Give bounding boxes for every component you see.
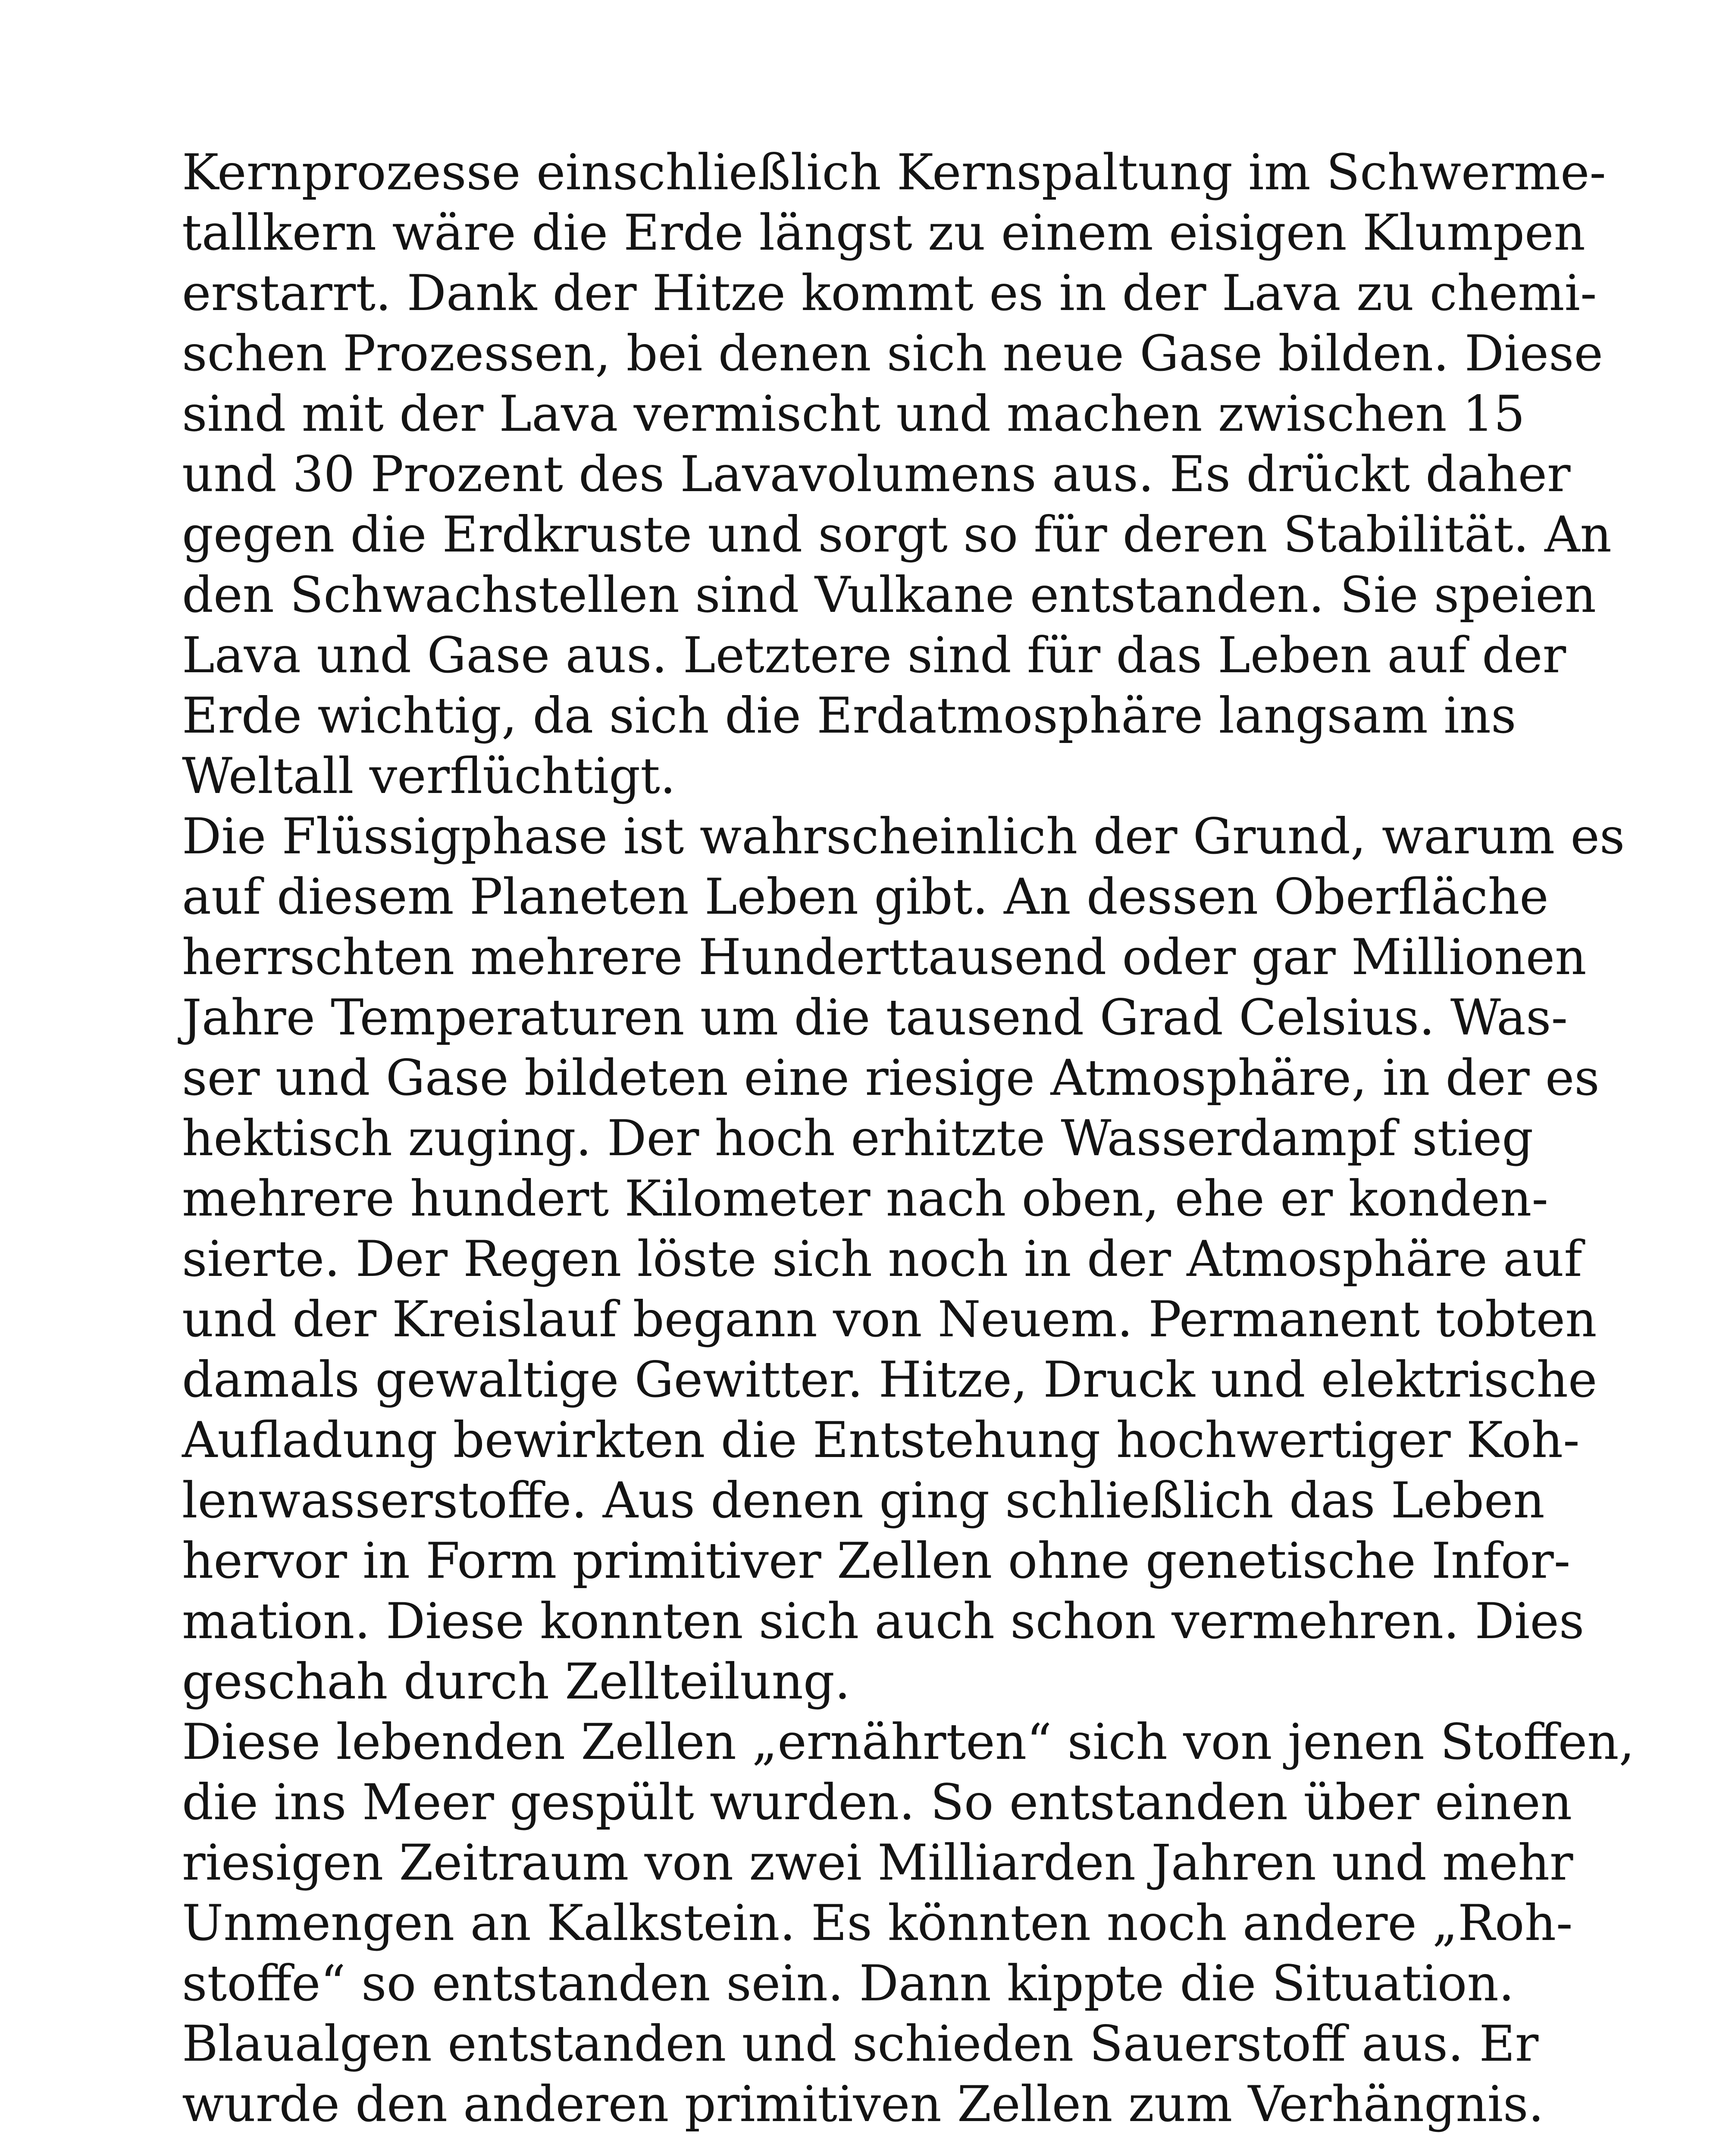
- text-line: Aufladung bewirkten die Entstehung hochwertiger Koh-: [182, 1411, 1580, 1469]
- text-line: sierte. Der Regen löste sich noch in der Atmosphäre auf: [182, 1230, 1582, 1288]
- text-line: lenwasserstoffe. Aus denen ging schließlich das Leben: [182, 1472, 1545, 1529]
- text-line: Weltall verflüchtigt.: [182, 747, 676, 805]
- body-text: [182, 142, 1635, 2134]
- text-line: Kernprozesse einschließlich Kernspaltung im Schwerme-: [182, 144, 1606, 201]
- paragraph-3: [182, 1712, 1635, 2134]
- text-line: schen Prozessen, bei denen sich neue Gase bilden. Diese: [182, 325, 1603, 382]
- text-line: riesigen Zeitraum von zwei Milliarden Jahren und mehr: [182, 1834, 1573, 1891]
- text-line: geschah durch Zellteilung.: [182, 1653, 851, 1710]
- text-line: wurde den anderen primitiven Zellen zum Verhängnis.: [182, 2075, 1544, 2133]
- text-line: den Schwachstellen sind Vulkane entstanden. Sie speien: [182, 566, 1597, 624]
- text-line: tallkern wäre die Erde längst zu einem eisigen Klumpen: [182, 204, 1585, 261]
- text-line: mation. Diese konnten sich auch schon vermehren. Dies: [182, 1592, 1585, 1650]
- text-line: gegen die Erdkruste und sorgt so für deren Stabilität. An: [182, 506, 1612, 563]
- text-line: ser und Gase bildeten eine riesige Atmosphäre, in der es: [182, 1049, 1600, 1106]
- text-line: Erde wichtig, da sich die Erdatmosphäre langsam ins: [182, 687, 1516, 744]
- paragraph-2: [182, 806, 1625, 1712]
- text-line: die ins Meer gespült wurden. So entstanden über einen: [182, 1774, 1572, 1831]
- paragraph-1: [182, 142, 1612, 806]
- text-line: Die Flüssigphase ist wahrscheinlich der Grund, warum es: [182, 808, 1625, 865]
- text-line: Diese lebenden Zellen „ernährten“ sich von jenen Stoffen,: [182, 1713, 1635, 1771]
- text-line: erstarrt. Dank der Hitze kommt es in der Lava zu chemi-: [182, 264, 1597, 322]
- text-line: und 30 Prozent des Lavavolumens aus. Es drückt daher: [182, 445, 1571, 503]
- text-line: hektisch zuging. Der hoch erhitzte Wasserdampf stieg: [182, 1109, 1534, 1167]
- text-line: stoffe“ so entstanden sein. Dann kippte die Situation.: [182, 1955, 1514, 2012]
- text-line: Blaualgen entstanden und schieden Sauerstoff aus. Er: [182, 2015, 1539, 2072]
- text-line: damals gewaltige Gewitter. Hitze, Druck und elektrische: [182, 1351, 1597, 1408]
- text-line: Unmengen an Kalkstein. Es könnten noch andere „Roh-: [182, 1894, 1573, 1952]
- text-line: und der Kreislauf begann von Neuem. Permanent tobten: [182, 1291, 1597, 1348]
- text-line: sind mit der Lava vermischt und machen zwischen 15: [182, 385, 1525, 442]
- text-line: Jahre Temperaturen um die tausend Grad Celsius. Was-: [182, 989, 1568, 1046]
- text-line: auf diesem Planeten Leben gibt. An dessen Oberfläche: [182, 868, 1549, 925]
- text-line: herrschten mehrere Hunderttausend oder gar Millionen: [182, 928, 1587, 986]
- text-line: hervor in Form primitiver Zellen ohne genetische Infor-: [182, 1532, 1571, 1589]
- text-line: Lava und Gase aus. Letztere sind für das Leben auf der: [182, 627, 1566, 684]
- text-line: mehrere hundert Kilometer nach oben, ehe er konden-: [182, 1170, 1548, 1227]
